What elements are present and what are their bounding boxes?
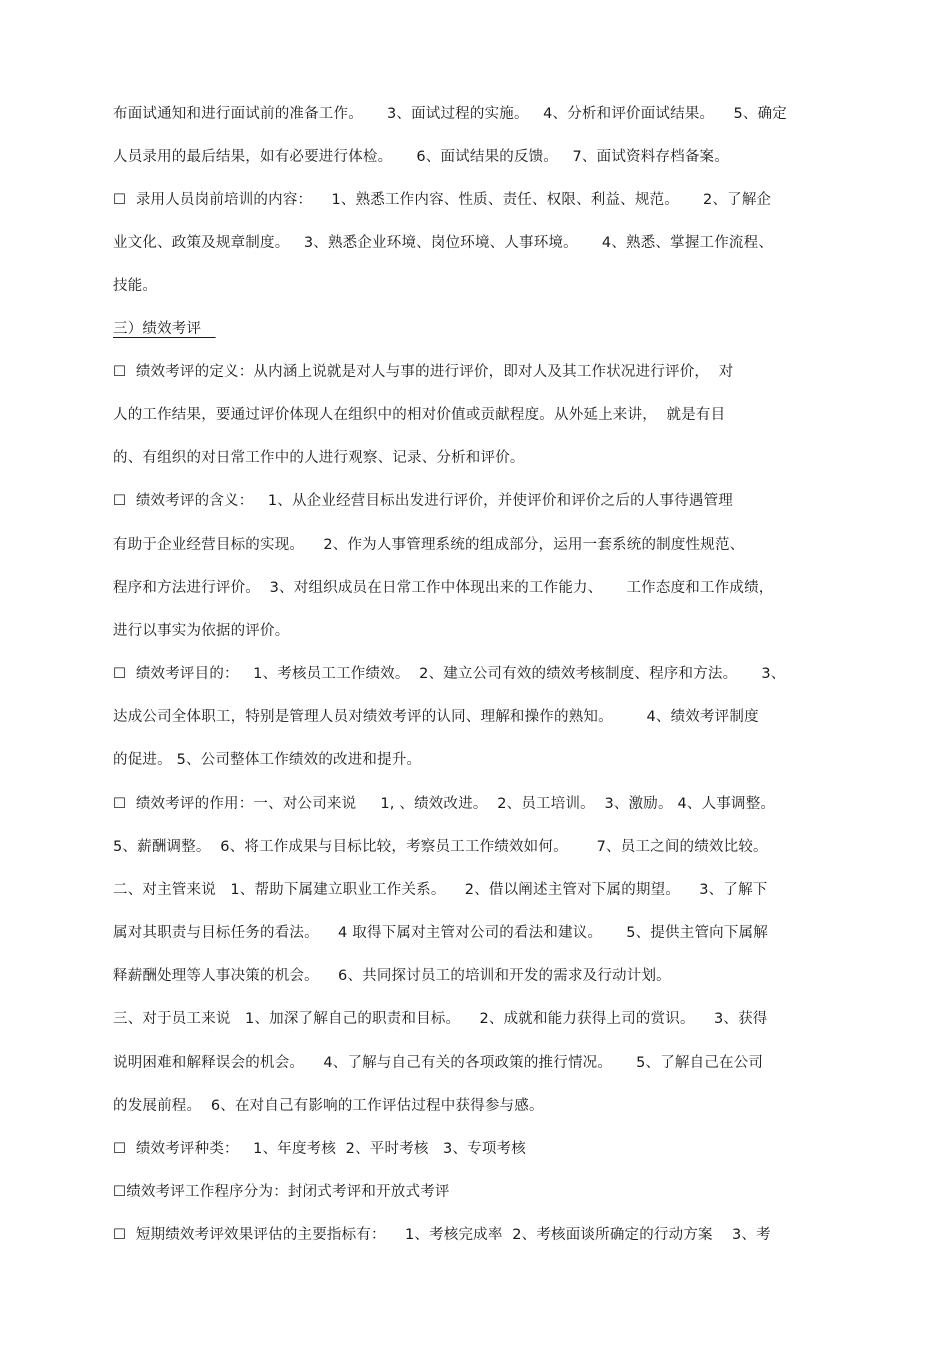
text-line: 程序和方法进行评价。 3、对组织成员在日常工作中体现出来的工作能力、 工作态度和工作成绩， [113,580,774,596]
text-line: 有助于企业经营目标的实现。 2、作为人事管理系统的组成部分，运用一套系统的制度性规范、 [113,537,745,553]
text-line: 进行以事实为依据的评价。 [113,623,290,639]
text-line: 布面试通知和进行面试前的准备工作。 3、面试过程的实施。 4、分析和评价面试结果。 5、确定 [113,106,787,122]
text-line: ☐绩效考评工作程序分为：封闭式考评和开放式考评 [113,1184,450,1200]
text-line: ☐ 绩效考评的定义：从内涵上说就是对人与事的进行评价，即对人及其工作状况进行评价， 对 [113,364,734,380]
text-line: 二、对主管来说 1、帮助下属建立职业工作关系。 2、借以阐述主管对下属的期望。 3、了解下 [113,882,768,898]
text-line: 5、薪酬调整。 6、将工作成果与目标比较，考察员工工作绩效如何。 7、员工之间的绩效比较。 [113,839,768,855]
text-line: 的促进。 5、公司整体工作绩效的改进和提升。 [113,752,422,768]
section-heading: 三）绩效考评 [113,321,216,337]
text-line: ☐ 绩效考评的含义： 1、从企业经营目标出发进行评价，并使评价和评价之后的人事待遇管理 [113,493,733,509]
text-line: 的、有组织的对日常工作中的人进行观察、记录、分析和评价。 [113,450,525,466]
text-line: 三、对于员工来说 1、加深了解自己的职责和目标。 2、成就和能力获得上司的赏识。 3、获得 [113,1011,768,1027]
text-line: ☐ 绩效考评目的： 1、考核员工工作绩效。 2、建立公司有效的绩效考核制度、程序和方法。 3、 [113,666,786,682]
text-line: 业文化、政策及规章制度。 3、熟悉企业环境、岗位环境、人事环境。 4、熟悉、掌握工作流程、 [113,235,774,251]
text-line: 人员录用的最后结果，如有必要进行体检。 6、面试结果的反馈。 7、面试资料存档备案。 [113,149,729,165]
text-line: ☐ 绩效考评种类： 1、年度考核 2、平时考核 3、专项考核 [113,1141,526,1157]
text-line: ☐ 短期绩效考评效果评估的主要指标有： 1、考核完成率 2、考核面谈所确定的行动方案 3、考 [113,1227,771,1243]
text-line: ☐ 录用人员岗前培训的内容： 1、熟悉工作内容、性质、责任、权限、利益、规范。 2、了解企 [113,192,772,208]
text-line: 人的工作结果，要通过评价体现人在组织中的相对价值或贡献程度。从外延上来讲， 就是有目 [113,407,726,423]
text-line: 达成公司全体职工，特别是管理人员对绩效考评的认同、理解和操作的熟知。 4、绩效考评制度 [113,709,759,725]
text-line: 说明困难和解释误会的机会。 4、了解与自己有关的各项政策的推行情况。 5、了解自己在公司 [113,1055,764,1071]
text-line: 释薪酬处理等人事决策的机会。 6、共同探讨员工的培训和开发的需求及行动计划。 [113,968,671,984]
text-line: 技能。 [113,278,158,294]
text-line: 属对其职责与目标任务的看法。 4 取得下属对主管对公司的看法和建议。 5、提供主管向下属解 [113,925,768,941]
text-line: ☐ 绩效考评的作用：一、对公司来说 1, 、绩效改进。 2、员工培训。 3、激励。 4、人事调整。 [113,796,776,812]
text-line: 的发展前程。 6、在对自己有影响的工作评估过程中获得参与感。 [113,1098,544,1114]
